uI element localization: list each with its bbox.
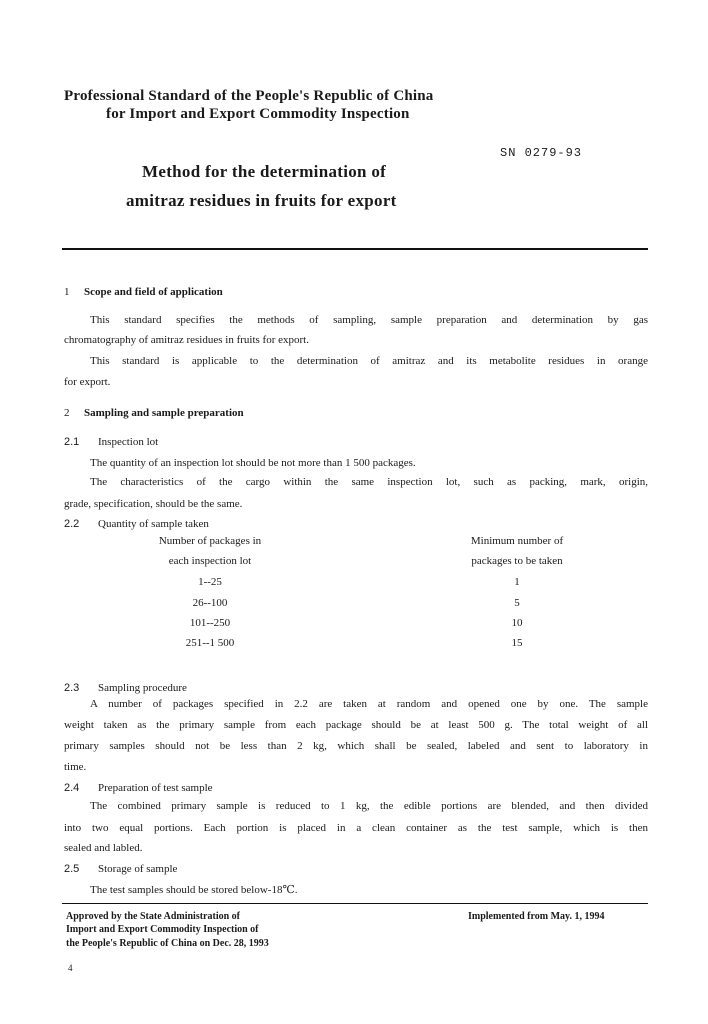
subsection-2-4-line-2: into two equal portions. Each portion is placed in a clean container as the test sample, which is then (64, 822, 648, 834)
section-1-heading: Scope and field of application (84, 286, 223, 298)
subsection-2-3-title: Sampling procedure (98, 682, 187, 694)
subsection-2-2-title: Quantity of sample taken (98, 518, 209, 530)
approved-line-3: the People's Republic of China on Dec. 28, 1993 (66, 938, 269, 949)
section-1-p2-line-1: This standard is applicable to the determination of amitraz and its metabolite residues in orange (90, 355, 648, 367)
table-row-taken: 15 (511, 637, 523, 649)
title-line-2: amitraz residues in fruits for export (126, 191, 397, 210)
org-line-1: Professional Standard of the People's Republic of China (64, 88, 434, 104)
subsection-2-4-number: 2.4 (64, 782, 80, 794)
table-row-lot: 1--25 (198, 576, 222, 588)
section-1-p1-line-1: This standard specifies the methods of sampling, sample preparation and determination by gas (90, 314, 648, 326)
org-line-2: for Import and Export Commodity Inspection (106, 106, 410, 122)
table-col1-header-line-1: Number of packages in (158, 535, 262, 547)
table-row-lot: 101--250 (189, 617, 231, 629)
subsection-2-4-line-3: sealed and labled. (64, 842, 143, 854)
approved-line-1: Approved by the State Administration of (66, 911, 240, 922)
section-1-number: 1 (64, 286, 70, 298)
table-row-taken: 5 (514, 597, 520, 609)
table-col2-header-line-1: Minimum number of (470, 535, 564, 547)
section-1-p1-line-2: chromatography of amitraz residues in fruits for export. (64, 334, 309, 346)
subsection-2-1-number: 2.1 (64, 436, 80, 448)
standard-code: SN 0279-93 (500, 146, 583, 160)
title-line-1: Method for the determination of (142, 162, 387, 181)
page-number: 4 (68, 963, 73, 973)
subsection-2-5-title: Storage of sample (98, 863, 178, 875)
subsection-2-3-number: 2.3 (64, 682, 80, 694)
subsection-2-4-title: Preparation of test sample (98, 782, 213, 794)
subsection-2-3-line-3: primary samples should not be less than 2 kg, which shall be sealed, labeled and sent to laboratory in (64, 740, 648, 752)
section-1-p2-line-2: for export. (64, 376, 111, 388)
approved-line-2: Import and Export Commodity Inspection of (66, 924, 259, 935)
table-col1-header-line-2: each inspection lot (168, 555, 252, 567)
table-row-taken: 1 (514, 576, 520, 588)
subsection-2-3-line-2: weight taken as the primary sample from each package should be at least 500 g. The total weight of all (64, 719, 648, 731)
table-col2-header-line-2: packages to be taken (471, 555, 563, 567)
subsection-2-1-p1: The quantity of an inspection lot should be not more than 1 500 packages. (90, 457, 416, 469)
subsection-2-1-title: Inspection lot (98, 436, 159, 448)
table-row-taken: 10 (511, 617, 523, 629)
header-divider (62, 248, 648, 250)
table-row-lot: 26--100 (192, 597, 228, 609)
implemented-date: Implemented from May. 1, 1994 (468, 911, 605, 922)
subsection-2-3-line-4: time. (64, 761, 87, 773)
section-2-number: 2 (64, 407, 70, 419)
subsection-2-1-p2-line-2: grade, specification, should be the same. (64, 498, 243, 510)
table-row-lot: 251--1 500 (185, 637, 235, 649)
subsection-2-5-number: 2.5 (64, 863, 80, 875)
subsection-2-5-line-1: The test samples should be stored below-18℃. (90, 884, 298, 896)
subsection-2-2-number: 2.2 (64, 518, 80, 530)
subsection-2-3-line-1: A number of packages specified in 2.2 are taken at random and opened one by one. The sample (90, 698, 648, 710)
subsection-2-4-line-1: The combined primary sample is reduced to 1 kg, the edible portions are blended, and then divided (90, 800, 648, 812)
section-2-heading: Sampling and sample preparation (84, 407, 244, 419)
footer-divider (62, 903, 648, 904)
subsection-2-1-p2-line-1: The characteristics of the cargo within the same inspection lot, such as packing, mark, origin, (90, 476, 648, 488)
